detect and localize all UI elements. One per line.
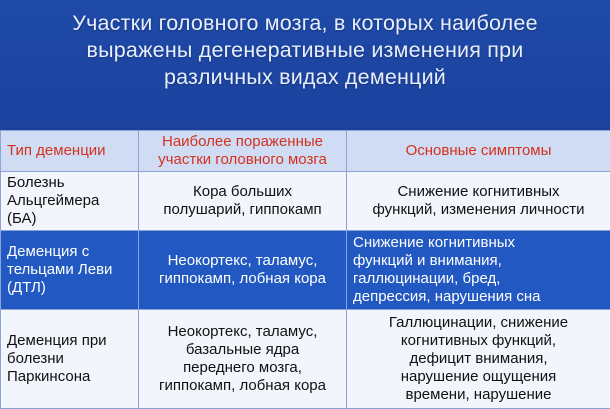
cell-brain-areas: Кора больших полушарий, гиппокамп (139, 172, 347, 231)
header-dementia-type: Тип деменции (1, 131, 139, 172)
dementia-table (0, 130, 610, 409)
cell-symptoms: Галлюцинации, снижение когнитивных функций, дефицит внимания, нарушение ощущения времени, нарушение (347, 310, 610, 409)
table-row (1, 172, 610, 231)
table-header-row (1, 131, 610, 172)
table-row (1, 310, 610, 409)
table-row (1, 231, 610, 310)
cell-symptoms: Снижение когнитивных функций, изменения личности (347, 172, 610, 231)
cell-dementia-type: Деменция при болезни Паркинсона (1, 310, 139, 409)
header-symptoms: Основные симптомы (347, 131, 610, 172)
cell-dementia-type: Деменция с тельцами Леви (ДТЛ) (1, 231, 139, 310)
cell-brain-areas: Неокортекс, таламус, гиппокамп, лобная кора (139, 231, 347, 310)
cell-dementia-type: Болезнь Альцгеймера (БА) (1, 172, 139, 231)
header-brain-areas: Наиболее пораженные участки головного мозга (139, 131, 347, 172)
cell-symptoms: Снижение когнитивных функций и внимания, галлюцинации, бред, депрессия, нарушения сна (347, 231, 610, 310)
slide-title: Участки головного мозга, в которых наиболее выражены дегенеративные изменения при различных видах деменций (0, 10, 610, 91)
cell-brain-areas: Неокортекс, таламус, базальные ядра переднего мозга, гиппокамп, лобная кора (139, 310, 347, 409)
